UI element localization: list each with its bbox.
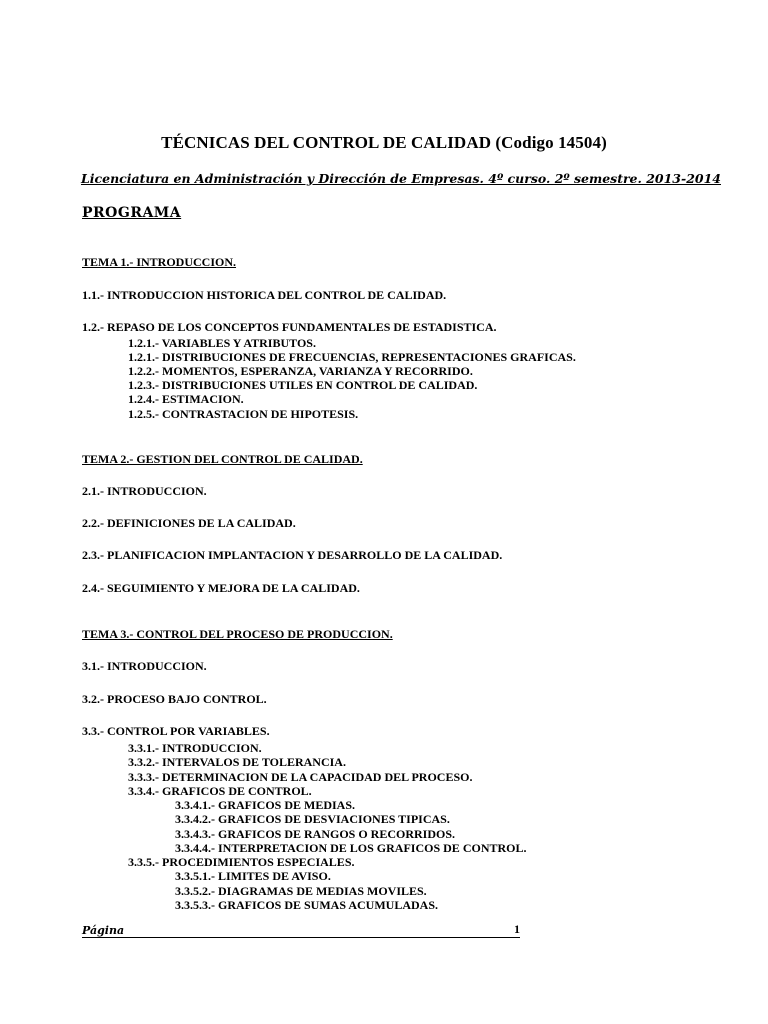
outline-subsubitem: 3.3.4.2.- GRAFICOS DE DESVIACIONES TIPICAS.: [175, 812, 450, 826]
outline-item: 3.2.- PROCESO BAJO CONTROL.: [82, 692, 267, 706]
outline-subitem: 1.2.1.- VARIABLES Y ATRIBUTOS.: [128, 336, 316, 350]
outline-subsubitem: 3.3.5.1.- LIMITES DE AVISO.: [175, 869, 331, 883]
outline-item: 2.4.- SEGUIMIENTO Y MEJORA DE LA CALIDAD.: [82, 581, 360, 595]
outline-item: 3.1.- INTRODUCCION.: [82, 659, 207, 673]
footer-label: Página: [82, 924, 125, 937]
outline-subsubitem: 3.3.4.3.- GRAFICOS DE RANGOS O RECORRIDOS.: [175, 827, 456, 841]
outline-item: 2.1.- INTRODUCCION.: [82, 484, 207, 498]
outline-subitem: 1.2.2.- MOMENTOS, ESPERANZA, VARIANZA Y RECORRIDO.: [128, 364, 473, 378]
tema-heading: TEMA 1.- INTRODUCCION.: [82, 255, 237, 269]
outline-item: 2.2.- DEFINICIONES DE LA CALIDAD.: [82, 516, 296, 530]
outline-subitem: 1.2.4.- ESTIMACION.: [128, 392, 244, 406]
outline-subitem: 3.3.4.- GRAFICOS DE CONTROL.: [128, 784, 312, 798]
document-subtitle: Licenciatura en Administración y Dirección de Empresas. 4º curso. 2º semestre. 2013-2014: [80, 171, 721, 186]
outline-item: 1.1.- INTRODUCCION HISTORICA DEL CONTROL DE CALIDAD.: [82, 288, 447, 302]
outline-subitem: 3.3.2.- INTERVALOS DE TOLERANCIA.: [128, 755, 346, 769]
outline-subsubitem: 3.3.5.2.- DIAGRAMAS DE MEDIAS MOVILES.: [175, 884, 427, 898]
outline-subitem: 3.3.3.- DETERMINACION DE LA CAPACIDAD DEL PROCESO.: [128, 770, 473, 784]
outline-item: 2.3.- PLANIFICACION IMPLANTACION Y DESARROLLO DE LA CALIDAD.: [82, 548, 503, 562]
page-number: 1: [514, 922, 520, 936]
page-footer: [82, 921, 520, 938]
outline-subsubitem: 3.3.5.3.- GRAFICOS DE SUMAS ACUMULADAS.: [175, 898, 439, 912]
outline-subitem: 1.2.3.- DISTRIBUCIONES UTILES EN CONTROL DE CALIDAD.: [128, 378, 478, 392]
outline-subsubitem: 3.3.4.4.- INTERPRETACION DE LOS GRAFICOS DE CONTROL.: [175, 841, 527, 855]
outline-item: 3.3.- CONTROL POR VARIABLES.: [82, 724, 270, 738]
tema-heading: TEMA 3.- CONTROL DEL PROCESO DE PRODUCCION.: [82, 627, 393, 641]
section-heading: PROGRAMA: [82, 205, 182, 221]
outline-subitem: 1.2.5.- CONTRASTACION DE HIPOTESIS.: [128, 407, 359, 421]
outline-item: 1.2.- REPASO DE LOS CONCEPTOS FUNDAMENTALES DE ESTADISTICA.: [82, 320, 497, 334]
document-title: TÉCNICAS DEL CONTROL DE CALIDAD (Codigo 14504): [161, 133, 607, 152]
outline-subitem: 1.2.1.- DISTRIBUCIONES DE FRECUENCIAS, REPRESENTACIONES GRAFICAS.: [128, 350, 576, 364]
tema-heading: TEMA 2.- GESTION DEL CONTROL DE CALIDAD.: [82, 452, 363, 466]
outline-subitem: 3.3.5.- PROCEDIMIENTOS ESPECIALES.: [128, 855, 355, 869]
outline-subsubitem: 3.3.4.1.- GRAFICOS DE MEDIAS.: [175, 798, 356, 812]
outline-subitem: 3.3.1.- INTRODUCCION.: [128, 741, 262, 755]
